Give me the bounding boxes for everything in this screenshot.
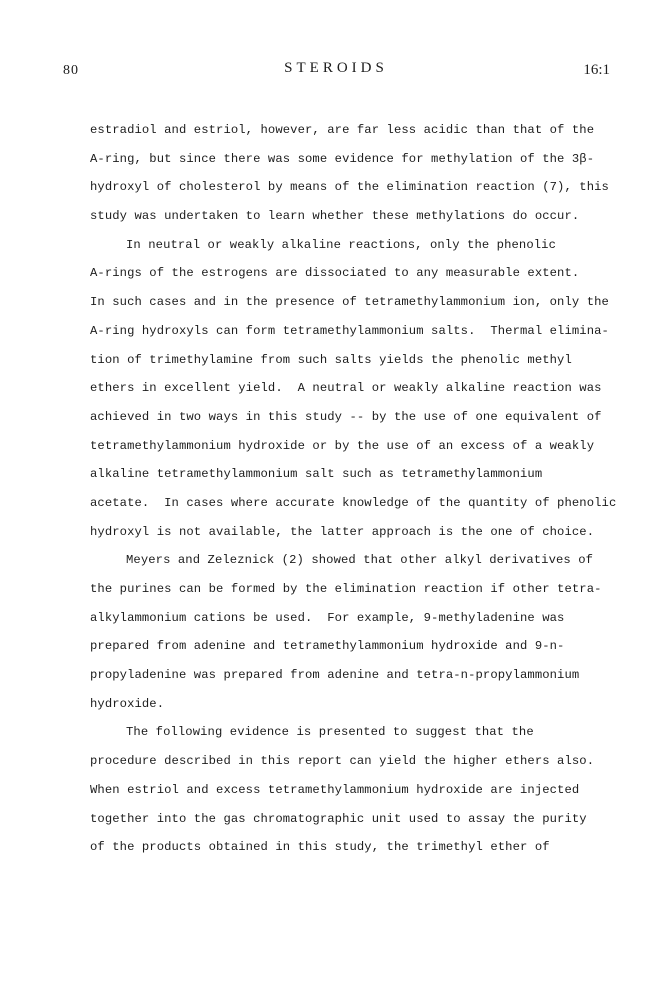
- text-line: of the products obtained in this study, the trimethyl ether of: [90, 840, 550, 855]
- text-line: A-ring hydroxyls can form tetramethylammonium salts. Thermal elimina-: [90, 323, 609, 338]
- text-line: study was undertaken to learn whether these methylations do occur.: [90, 209, 580, 224]
- text-line: A-rings of the estrogens are dissociated to any measurable extent.: [90, 266, 580, 281]
- text-line: alkylammonium cations be used. For example, 9-methyladenine was: [90, 610, 565, 625]
- text-line: tion of trimethylamine from such salts yields the phenolic methyl: [90, 352, 572, 367]
- paragraph-first-line: The following evidence is presented to suggest that the: [126, 725, 534, 740]
- text-line: ethers in excellent yield. A neutral or weakly alkaline reaction was: [90, 381, 602, 396]
- text-line: achieved in two ways in this study -- by the use of one equivalent of: [90, 409, 602, 424]
- text-line: procedure described in this report can yield the higher ethers also.: [90, 754, 595, 769]
- text-line: tetramethylammonium hydroxide or by the use of an excess of a weakly: [90, 438, 595, 453]
- section-number: 16:1: [583, 62, 610, 78]
- text-line: When estriol and excess tetramethylammonium hydroxide are injected: [90, 782, 580, 797]
- text-line: acetate. In cases where accurate knowledge of the quantity of phenolic: [90, 495, 617, 510]
- text-line: prepared from adenine and tetramethylammonium hydroxide and 9-n-: [90, 639, 565, 654]
- text-line: estradiol and estriol, however, are far less acidic than that of the: [90, 123, 595, 137]
- page-number: 80: [63, 63, 79, 78]
- text-line: A-ring, but since there was some evidence for methylation of the 3β-: [90, 151, 595, 166]
- running-title: STEROIDS: [284, 60, 388, 76]
- text-line: In such cases and in the presence of tetramethylammonium ion, only the: [90, 295, 609, 310]
- paragraph-first-line: Meyers and Zeleznick (2) showed that other alkyl derivatives of: [126, 553, 594, 568]
- text-line: propyladenine was prepared from adenine and tetra-n-propylammonium: [90, 668, 580, 683]
- page-header: [0, 60, 672, 82]
- text-line: alkaline tetramethylammonium salt such as tetramethylammonium: [90, 467, 543, 482]
- body-text: [90, 116, 620, 862]
- text-line: together into the gas chromatographic unit used to assay the purity: [90, 811, 587, 826]
- text-line: hydroxide.: [90, 696, 165, 711]
- text-line: hydroxyl of cholesterol by means of the elimination reaction (7), this: [90, 180, 609, 195]
- text-line: hydroxyl is not available, the latter approach is the one of choice.: [90, 524, 595, 539]
- text-line: the purines can be formed by the elimination reaction if other tetra-: [90, 582, 602, 596]
- paragraph-first-line: In neutral or weakly alkaline reactions, only the phenolic: [126, 237, 556, 252]
